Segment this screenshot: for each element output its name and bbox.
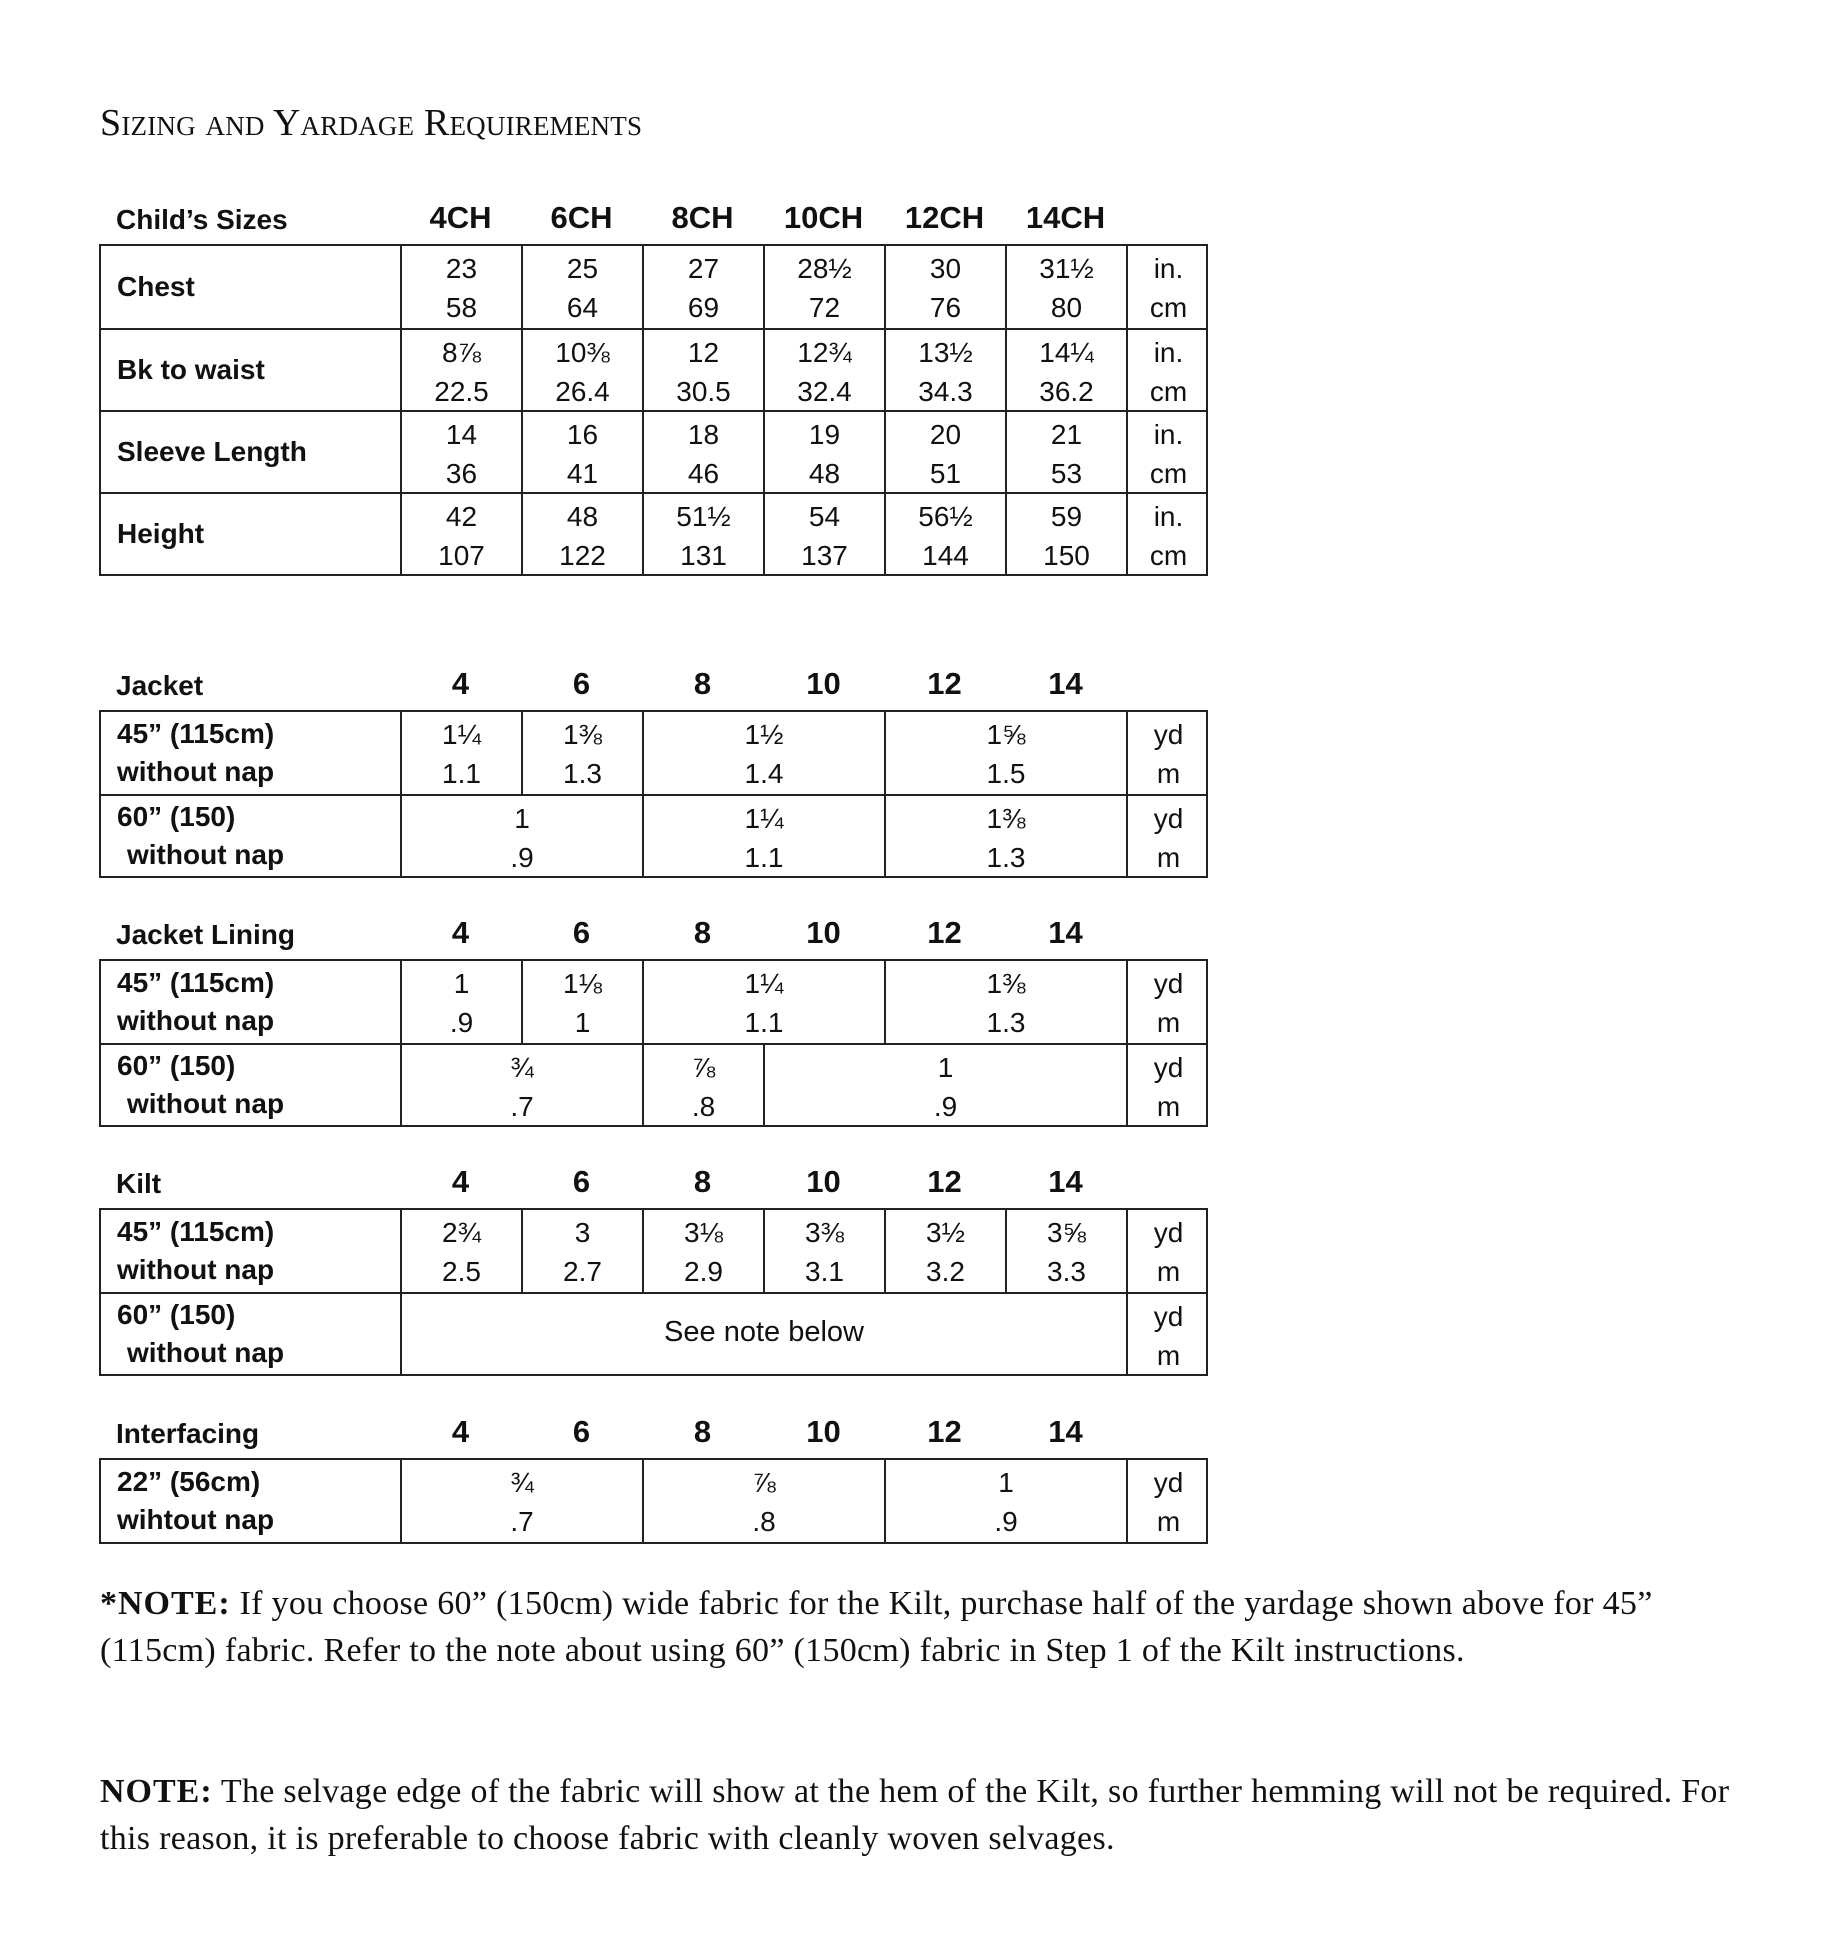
value-in: 13½: [918, 337, 973, 368]
table-header-label: Interfacing: [116, 1418, 260, 1449]
table-row: [101, 1292, 1206, 1374]
value-yd: 1⅜: [563, 719, 602, 750]
value-cm: 150: [1043, 540, 1090, 571]
fabric-nap: without nap: [127, 1337, 285, 1368]
unit-cell: [1126, 412, 1209, 492]
unit-cm: cm: [1149, 540, 1188, 571]
unit-yd: yd: [1153, 719, 1184, 750]
value-m: 1.5: [986, 758, 1026, 789]
value-in: 10⅜: [555, 337, 610, 368]
unit-cell: [1126, 712, 1209, 794]
fabric-width: 60” (150): [117, 1299, 236, 1330]
unit-cell: [1126, 1045, 1209, 1125]
value-in: 8⅞: [442, 337, 481, 368]
row-label: [117, 330, 265, 410]
value-cm: 36.2: [1039, 376, 1094, 407]
table-header: [0, 1410, 1210, 1458]
yardage-cell: [400, 796, 642, 876]
fabric-width: 22” (56cm): [117, 1466, 261, 1497]
value-cm: 32.4: [797, 376, 852, 407]
unit-cell: [1126, 961, 1209, 1043]
size-heading: 4: [451, 666, 470, 701]
value-cm: 51: [929, 458, 962, 489]
value-yd: 1⅜: [986, 968, 1026, 999]
yardage-cell: [400, 961, 521, 1043]
value-m: 2.7: [563, 1256, 602, 1287]
size-heading: 12: [927, 1414, 962, 1449]
table-row: [101, 961, 1206, 1043]
fabric-nap: without nap: [127, 839, 285, 870]
unit-in: in.: [1153, 419, 1184, 450]
value-yd: 1⅜: [986, 803, 1026, 834]
table-row: [101, 410, 1206, 492]
table-header-label: Kilt: [116, 1168, 162, 1199]
yardage-cell: [884, 961, 1126, 1043]
table-header-label: Jacket: [116, 670, 204, 701]
value-in: 20: [929, 419, 962, 450]
row-label: [117, 961, 274, 1043]
size-heading: 4CH: [429, 200, 492, 235]
value-m: .8: [691, 1091, 716, 1122]
size-heading: 10: [806, 1414, 841, 1449]
fabric-width: 45” (115cm): [117, 1216, 275, 1247]
value-in: 14¼: [1039, 337, 1094, 368]
value-cm: 80: [1050, 292, 1083, 323]
yardage-cell: [642, 712, 884, 794]
value-m: .9: [933, 1091, 958, 1122]
measurement-cell: [1005, 494, 1126, 574]
value-in: 28½: [797, 253, 852, 284]
measurement-cell: [763, 412, 884, 492]
value-in: 25: [566, 253, 599, 284]
yardage-cell: [884, 712, 1126, 794]
value-yd: 3⅛: [684, 1217, 723, 1248]
measurement-cell: [521, 412, 642, 492]
size-heading: 10: [806, 915, 841, 950]
value-in: 12: [687, 337, 720, 368]
value-yd: ¾: [510, 1467, 534, 1498]
value-in: 18: [687, 419, 720, 450]
size-heading: 6: [572, 1414, 591, 1449]
value-m: .9: [510, 842, 534, 873]
value-m: .9: [449, 1007, 474, 1038]
row-label: [117, 1460, 274, 1542]
jacket-lining-grid: [99, 959, 1208, 1127]
value-cm: 107: [438, 540, 485, 571]
row-label-text: Sleeve Length: [117, 436, 307, 467]
measurement-cell: [400, 330, 521, 410]
value-m: 1.3: [563, 758, 602, 789]
unit-cell: [1126, 1294, 1209, 1374]
value-cm: 131: [680, 540, 727, 571]
row-label: [117, 494, 204, 574]
value-yd: 1: [937, 1052, 954, 1083]
unit-cm: cm: [1149, 458, 1188, 489]
table-row: [101, 1043, 1206, 1125]
unit-in: in.: [1153, 253, 1184, 284]
value-m: 3.3: [1047, 1256, 1086, 1287]
value-in: 14: [445, 419, 478, 450]
yardage-cell: [400, 712, 521, 794]
yardage-cell: [763, 1045, 1126, 1125]
value-in: 48: [566, 501, 599, 532]
unit-yd: yd: [1153, 1467, 1184, 1498]
fabric-nap: without nap: [117, 1254, 275, 1285]
value-in: 21: [1050, 419, 1083, 450]
size-heading: 8: [693, 1414, 712, 1449]
yardage-cell: [642, 796, 884, 876]
value-m: .8: [752, 1506, 776, 1537]
yardage-cell: [400, 1460, 642, 1542]
unit-in: in.: [1153, 501, 1184, 532]
value-cm: 58: [445, 292, 478, 323]
unit-cm: cm: [1149, 292, 1188, 323]
note-lead: *NOTE:: [100, 1585, 231, 1622]
value-in: 19: [808, 419, 841, 450]
unit-cell: [1126, 796, 1209, 876]
size-heading: 8CH: [671, 200, 734, 235]
value-yd: 1: [453, 968, 470, 999]
value-yd: 3: [574, 1217, 591, 1248]
yardage-cell: [642, 961, 884, 1043]
size-heading: 6CH: [550, 200, 613, 235]
unit-cell: [1126, 246, 1209, 328]
value-cm: 26.4: [555, 376, 610, 407]
measurement-cell: [763, 246, 884, 328]
value-m: 1.4: [744, 758, 784, 789]
value-in: 12¾: [797, 337, 852, 368]
value-cm: 34.3: [918, 376, 973, 407]
fabric-width: 60” (150): [117, 1050, 236, 1081]
value-cm: 41: [566, 458, 599, 489]
unit-yd: yd: [1153, 1217, 1184, 1248]
value-in: 59: [1050, 501, 1083, 532]
see-note-text: See note below: [664, 1316, 864, 1348]
measurement-cell: [642, 494, 763, 574]
table-row: [101, 492, 1206, 574]
unit-m: m: [1156, 1506, 1181, 1537]
unit-yd: yd: [1153, 803, 1184, 834]
row-label-text: Bk to waist: [117, 354, 265, 385]
table-row: [101, 794, 1206, 876]
value-cm: 48: [808, 458, 841, 489]
size-heading: 6: [572, 666, 591, 701]
measurement-cell: [400, 412, 521, 492]
measurement-cell: [642, 412, 763, 492]
unit-m: m: [1156, 1091, 1181, 1122]
row-label: [117, 412, 307, 492]
value-yd: 1⅝: [986, 719, 1026, 750]
row-label: [117, 1210, 274, 1292]
size-heading: 10CH: [783, 200, 864, 235]
kilt-grid: [99, 1208, 1208, 1376]
yardage-cell: [521, 712, 642, 794]
fabric-nap: without nap: [127, 1088, 285, 1119]
interfacing-table: [0, 1410, 1210, 1544]
value-yd: ⅞: [691, 1052, 716, 1083]
value-m: 1.1: [744, 842, 784, 873]
value-in: 42: [445, 501, 478, 532]
row-label-text: Height: [117, 518, 205, 549]
unit-cm: cm: [1149, 376, 1188, 407]
size-heading: 14CH: [1025, 200, 1106, 235]
row-label: [117, 712, 274, 794]
size-heading: 10: [806, 1164, 841, 1199]
value-in: 27: [687, 253, 720, 284]
measurement-cell: [763, 330, 884, 410]
value-m: .7: [510, 1091, 534, 1122]
measurement-cell: [400, 246, 521, 328]
table-row: [101, 1460, 1206, 1542]
table-row: [101, 246, 1206, 328]
note-selvage: [100, 1768, 1740, 1862]
unit-in: in.: [1153, 337, 1184, 368]
size-heading: 14: [1048, 915, 1083, 950]
unit-cell: [1126, 494, 1209, 574]
yardage-cell: [400, 1210, 521, 1292]
fabric-width: 45” (115cm): [117, 718, 275, 749]
interfacing-grid: [99, 1458, 1208, 1544]
row-label: [117, 1045, 284, 1125]
value-m: 1: [574, 1007, 591, 1038]
value-cm: 72: [808, 292, 841, 323]
value-m: 3.1: [805, 1256, 844, 1287]
page-title: Sizing and Yardage Requirements: [100, 102, 643, 144]
note-kilt-60in: [100, 1580, 1740, 1674]
size-heading: 4: [451, 1164, 470, 1199]
size-heading: 6: [572, 1164, 591, 1199]
fabric-width: 60” (150): [117, 801, 236, 832]
yardage-cell: [884, 796, 1126, 876]
row-label: [117, 796, 284, 876]
measurement-cell: [642, 330, 763, 410]
value-yd: 3⅝: [1047, 1217, 1086, 1248]
value-in: 16: [566, 419, 599, 450]
unit-yd: yd: [1153, 968, 1184, 999]
unit-m: m: [1156, 1340, 1181, 1371]
fabric-nap: without nap: [117, 756, 275, 787]
jacket-lining-table: [0, 911, 1210, 1127]
size-heading: 12: [927, 1164, 962, 1199]
value-cm: 137: [801, 540, 848, 571]
value-m: 2.5: [442, 1256, 481, 1287]
unit-yd: yd: [1153, 1301, 1184, 1332]
note-text: The selvage edge of the fabric will show at the hem of the Kilt, so further hemming will not be required. For this reason, it is preferable to choose fabric with cleanly woven selvages.: [100, 1773, 1730, 1857]
size-heading: 8: [693, 915, 712, 950]
measurement-cell: [763, 494, 884, 574]
yardage-cell: [884, 1210, 1005, 1292]
table-row: [101, 712, 1206, 794]
table-header: [0, 662, 1210, 710]
size-heading: 6: [572, 915, 591, 950]
jacket-table: [0, 662, 1210, 878]
yardage-cell: [642, 1460, 884, 1542]
measurement-cell: [884, 330, 1005, 410]
measurement-cell: [400, 494, 521, 574]
value-cm: 69: [687, 292, 720, 323]
size-heading: 14: [1048, 1164, 1083, 1199]
unit-m: m: [1156, 1256, 1181, 1287]
unit-cell: [1126, 330, 1209, 410]
value-in: 30: [929, 253, 962, 284]
value-cm: 144: [922, 540, 969, 571]
measurement-cell: [521, 246, 642, 328]
table-header: [0, 196, 1210, 244]
size-heading: 14: [1048, 1414, 1083, 1449]
value-in: 56½: [918, 501, 973, 532]
table-row: [101, 328, 1206, 410]
kilt-table: [0, 1160, 1210, 1376]
yardage-cell: [1005, 1210, 1126, 1292]
size-heading: 4: [451, 1414, 470, 1449]
value-in: 51½: [676, 501, 731, 532]
value-yd: 1½: [744, 719, 784, 750]
table-header-label: Jacket Lining: [116, 919, 295, 950]
size-heading: 8: [693, 666, 712, 701]
unit-cell: [1126, 1210, 1209, 1292]
fabric-nap: without nap: [117, 1005, 275, 1036]
value-m: 1.1: [442, 758, 481, 789]
note-cell: [400, 1294, 1126, 1374]
yardage-cell: [400, 1045, 642, 1125]
size-heading: 12: [927, 666, 962, 701]
measurement-cell: [884, 412, 1005, 492]
value-cm: 22.5: [434, 376, 489, 407]
value-m: 2.9: [684, 1256, 723, 1287]
value-m: .7: [510, 1506, 534, 1537]
yardage-cell: [642, 1210, 763, 1292]
row-label: [117, 1294, 284, 1374]
size-heading: 10: [806, 666, 841, 701]
unit-m: m: [1156, 1007, 1181, 1038]
measurement-cell: [642, 246, 763, 328]
table-header-label: Child’s Sizes: [116, 204, 288, 235]
value-m: 3.2: [926, 1256, 965, 1287]
measurement-cell: [1005, 246, 1126, 328]
size-heading: 12: [927, 915, 962, 950]
yardage-cell: [521, 1210, 642, 1292]
size-heading: 12CH: [904, 200, 985, 235]
table-row: [101, 1210, 1206, 1292]
sizing-grid: [99, 244, 1208, 576]
value-yd: ⅞: [752, 1467, 776, 1498]
value-cm: 64: [566, 292, 599, 323]
size-heading: 14: [1048, 666, 1083, 701]
value-in: 23: [445, 253, 478, 284]
unit-cell: [1126, 1460, 1209, 1542]
unit-yd: yd: [1153, 1052, 1184, 1083]
value-cm: 76: [929, 292, 962, 323]
yardage-cell: [763, 1210, 884, 1292]
value-yd: 1: [514, 803, 530, 834]
value-yd: 1: [998, 1467, 1014, 1498]
value-cm: 53: [1050, 458, 1083, 489]
value-m: 1.1: [744, 1007, 784, 1038]
yardage-cell: [521, 961, 642, 1043]
measurement-cell: [521, 494, 642, 574]
value-cm: 122: [559, 540, 606, 571]
value-cm: 36: [445, 458, 478, 489]
value-in: 31½: [1039, 253, 1094, 284]
value-yd: 3⅜: [805, 1217, 844, 1248]
fabric-nap: wihtout nap: [117, 1504, 275, 1535]
measurement-cell: [1005, 412, 1126, 492]
value-yd: 3½: [926, 1217, 965, 1248]
yardage-cell: [884, 1460, 1126, 1542]
value-yd: 1¼: [744, 968, 784, 999]
jacket-grid: [99, 710, 1208, 878]
note-text: If you choose 60” (150cm) wide fabric for the Kilt, purchase half of the yardage shown above for 45” (115cm) fabric. Refer to the note about using 60” (150cm) fabric in Step 1 of the Kilt instructions.: [100, 1585, 1653, 1669]
row-label: [117, 246, 195, 328]
value-cm: 30.5: [676, 376, 731, 407]
table-header: [0, 911, 1210, 959]
value-cm: 46: [687, 458, 720, 489]
fabric-width: 45” (115cm): [117, 967, 275, 998]
value-m: 1.3: [986, 1007, 1026, 1038]
unit-m: m: [1156, 758, 1181, 789]
value-yd: 1⅛: [563, 968, 602, 999]
sizing-table: [0, 196, 1210, 576]
measurement-cell: [1005, 330, 1126, 410]
value-yd: ¾: [510, 1052, 534, 1083]
value-m: 1.3: [986, 842, 1026, 873]
note-lead: NOTE:: [100, 1773, 213, 1810]
value-yd: 1¼: [744, 803, 784, 834]
size-heading: 8: [693, 1164, 712, 1199]
measurement-cell: [521, 330, 642, 410]
value-yd: 2¾: [442, 1217, 481, 1248]
unit-m: m: [1156, 842, 1181, 873]
value-in: 54: [808, 501, 841, 532]
table-header: [0, 1160, 1210, 1208]
measurement-cell: [884, 246, 1005, 328]
value-m: .9: [994, 1506, 1018, 1537]
measurement-cell: [884, 494, 1005, 574]
yardage-cell: [642, 1045, 763, 1125]
row-label-text: Chest: [117, 271, 195, 302]
size-heading: 4: [451, 915, 470, 950]
value-yd: 1¼: [442, 719, 481, 750]
